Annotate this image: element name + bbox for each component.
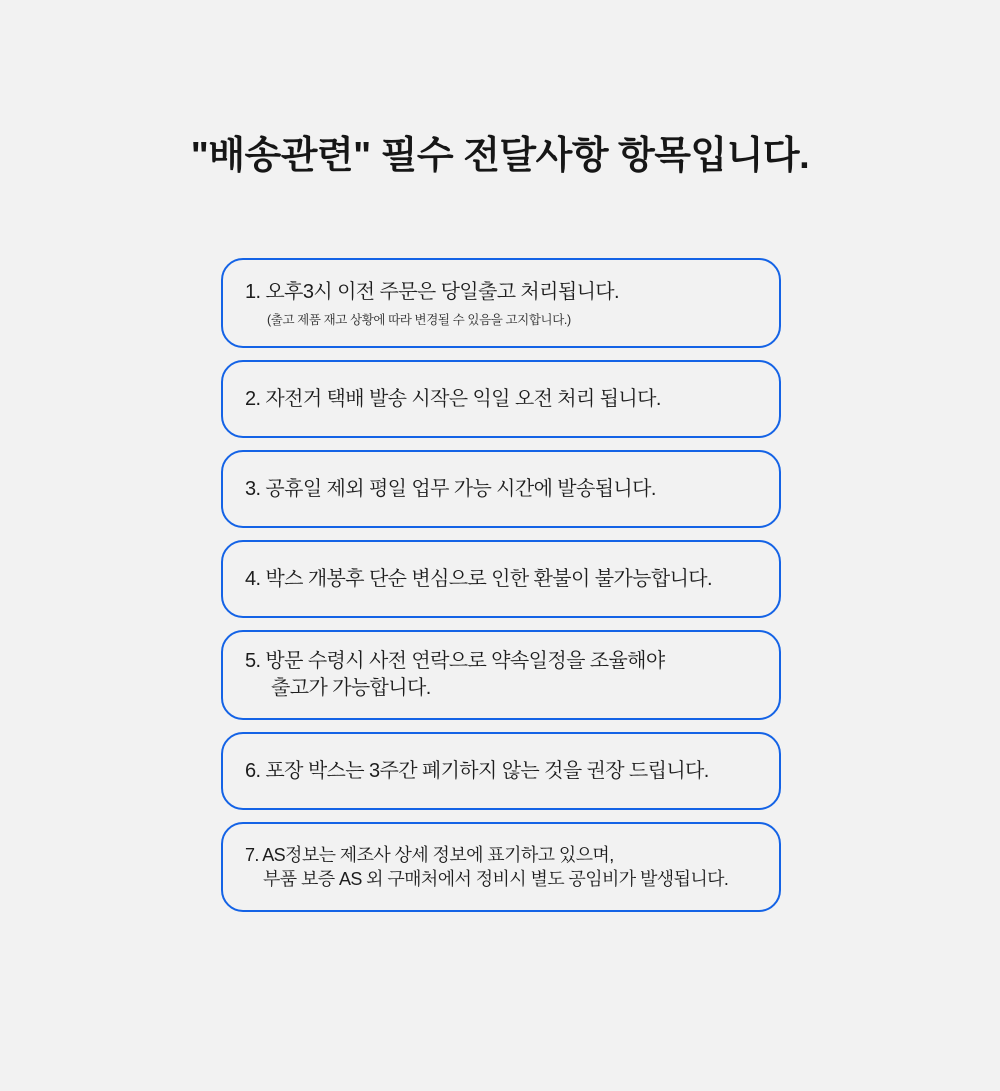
notice-5-main: 5. 방문 수령시 사전 연락으로 약속일정을 조율해야: [245, 650, 665, 672]
notice-body-1: [245, 279, 757, 328]
notice-7-main: 7. AS정보는 제조사 상세 정보에 표기하고 있으며,: [245, 844, 614, 865]
notice-list: [221, 258, 781, 924]
page-title: "배송관련" 필수 전달사항 항목입니다.: [190, 135, 810, 177]
notice-5-cont: 출고가 가능합니다.: [271, 677, 431, 699]
notice-body-4: [245, 566, 757, 593]
notice-3-main: 3. 공휴일 제외 평일 업무 가능 시간에 발송됩니다.: [245, 477, 656, 500]
notice-body-2: [245, 386, 757, 413]
notice-1-main: 1. 오후3시 이전 주문은 당일출고 처리됩니다.: [245, 280, 619, 303]
notice-body-7: [245, 843, 757, 892]
notice-1-sub: (출고 제품 재고 상황에 따라 변경될 수 있음을 고지합니다.): [267, 312, 571, 327]
notice-item-2: [221, 360, 781, 438]
notice-item-3: [221, 450, 781, 528]
notice-item-1: [221, 258, 781, 348]
notice-2-main: 2. 자전거 택배 발송 시작은 익일 오전 처리 됩니다.: [245, 387, 661, 410]
notice-7-cont: 부품 보증 AS 외 구매처에서 정비시 별도 공임비가 발생됩니다.: [263, 869, 729, 889]
notice-4-main: 4. 박스 개봉후 단순 변심으로 인한 환불이 불가능합니다.: [245, 567, 712, 590]
notice-item-5: [221, 630, 781, 720]
notice-item-7: [221, 822, 781, 912]
notice-body-3: [245, 476, 757, 503]
notice-body-5: [245, 648, 757, 702]
notice-item-4: [221, 540, 781, 618]
notice-item-6: [221, 732, 781, 810]
notice-6-main: 6. 포장 박스는 3주간 폐기하지 않는 것을 권장 드립니다.: [245, 759, 709, 782]
notice-body-6: [245, 758, 757, 785]
